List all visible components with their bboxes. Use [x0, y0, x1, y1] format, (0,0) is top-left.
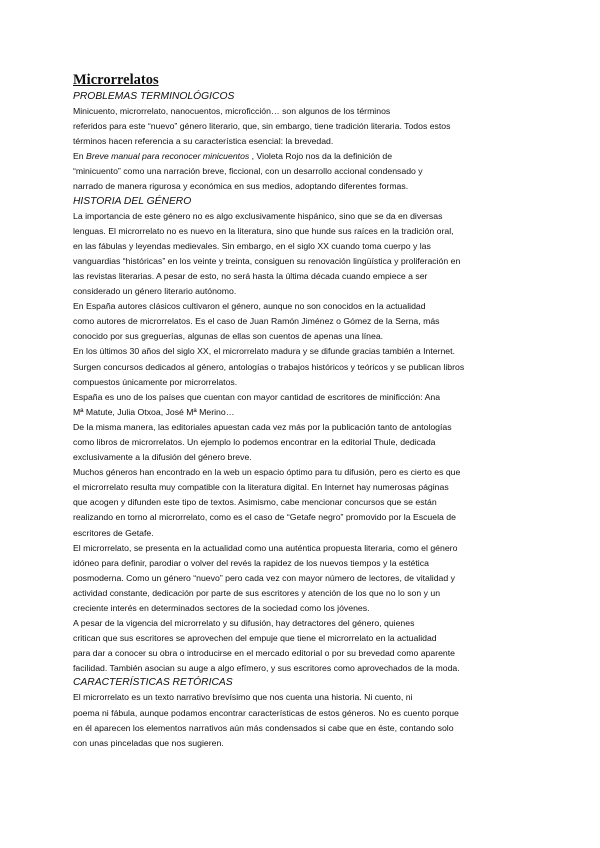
text-line: El microrrelato, se presenta en la actualidad como una auténtica propuesta literaria, como el género	[73, 542, 458, 553]
text-line: referidos para este “nuevo” género literario, que, sin embargo, tiene tradición literaria. Todos estos	[73, 121, 451, 132]
text-line: Minicuento, microrrelato, nanocuentos, microficción… son algunos de los términos	[73, 106, 391, 116]
text-line: las revistas literarias. A pesar de esto, no será hasta la última década cuando empiece a ser	[73, 270, 428, 281]
book-title: Breve manual para reconocer minicuentos	[86, 151, 250, 162]
text-line: lenguas. El microrrelato no es nuevo en la literatura, sino que hunde sus raíces en la tradición oral,	[73, 225, 454, 236]
text-line: como libros de microrrelatos. Un ejemplo lo podemos encontrar en la editorial Thule, dedicada	[73, 436, 436, 447]
text-line: España es uno de los países que cuentan con mayor cantidad de escritores de minificción: Ana	[73, 391, 441, 402]
text-line: poema ni fábula, aunque podamos encontrar características de estos géneros. No es cuento porque	[73, 707, 459, 718]
text-line: el microrrelato resulta muy compatible con la literatura digital. En Internet hay numerosas páginas	[73, 482, 449, 493]
text-line: idóneo para definir, parodiar o volver del revés la rapidez de los nuevos tiempos y la estética	[73, 557, 429, 568]
text-line: critican que sus escritores se aprovechen del empuje que tiene el microrrelato en la actualidad	[73, 633, 437, 644]
text-line: términos hacen referencia a su característica esencial: la brevedad.	[73, 136, 334, 147]
text-line: Surgen concursos dedicados al género, antologías o trabajos históricos y teóricos y se publican libros	[73, 361, 465, 372]
text-line: facilidad. También asocian su auge a algo efímero, y sus escritores como aprovechados de la moda.	[73, 663, 460, 674]
text-line: “minicuento” como una narración breve, ficcional, con un desarrollo accional condensado y	[73, 166, 423, 177]
section-heading: CARACTERÍSTICAS RETÓRICAS	[73, 677, 233, 689]
text-line: conocido por sus greguerías, algunas de ellas son cuentos de apenas una línea.	[73, 331, 384, 342]
text-line: compuestos únicamente por microrrelatos.	[73, 376, 238, 387]
text-line: vanguardias “históricas” en los veinte y treinta, consiguen su renovación lingüística y proliferación en	[73, 255, 461, 266]
text-line: En Breve manual para reconocer minicuentos , Violeta Rojo nos da la definición de	[73, 151, 393, 162]
text-line: exclusivamente a la difusión del género breve.	[73, 452, 252, 463]
text-line: en él aparecen los elementos narrativos aún más condensados si cabe que en éste, contando solo	[73, 722, 454, 733]
text-line: A pesar de la vigencia del microrrelato y su difusión, hay detractores del género, quienes	[73, 618, 415, 629]
text-line: en las fábulas y leyendas medievales. Sin embargo, en el siglo XX cuando toma cuerpo y las	[73, 240, 431, 251]
text-line: En España autores clásicos cultivaron el género, aunque no son conocidos en la actualidad	[73, 301, 426, 312]
document-title: Microrrelatos	[73, 72, 159, 88]
text-line: En los últimos 30 años del siglo XX, el microrrelato madura y se difunde gracias también a Internet.	[73, 346, 455, 357]
text-line: narrado de manera rigurosa y económica en sus medios, adoptando diferentes formas.	[73, 181, 409, 192]
text-line: El microrrelato es un texto narrativo brevísimo que nos cuenta una historia. Ni cuento, ni	[73, 692, 413, 703]
text-line: De la misma manera, las editoriales apuestan cada vez más por la publicación tanto de antologías	[73, 421, 452, 432]
document-page	[73, 70, 533, 751]
text-line: para dar a conocer su obra o introducirse en el mercado editorial o por su brevedad como aparente	[73, 648, 455, 659]
document-body	[73, 90, 533, 751]
text-line: considerado un género literario autónomo.	[73, 286, 237, 297]
text-line: escritores de Getafe.	[73, 527, 154, 538]
section-heading: HISTORIA DEL GÉNERO	[73, 195, 192, 207]
text-line: Muchos géneros han encontrado en la web un espacio óptimo para tu difusión, pero es cierto es que	[73, 467, 461, 478]
text-line: posmoderna. Como un género “nuevo” pero cada vez con mayor número de lectores, de vitalidad y	[73, 572, 455, 583]
text-line: La importancia de este género no es algo exclusivamente hispánico, sino que se da en diversas	[73, 210, 443, 221]
text-line: actividad constante, dedicación por parte de sus escritores y atención de los que no lo son y un	[73, 587, 441, 598]
text-line: creciente interés en determinados sectores de la sociedad como los jóvenes.	[73, 603, 370, 613]
text-line: Mª Matute, Julia Otxoa, José Mª Merino…	[73, 406, 235, 417]
text-line: como autores de microrrelatos. Es el caso de Juan Ramón Jiménez o Gómez de la Serna, más	[73, 316, 440, 327]
text-line: realizando en torno al microrrelato, como es el caso de “Getafe negro” promovido por la Escuela de	[73, 512, 456, 523]
text-line: que acogen y difunden este tipo de textos. Asimismo, cabe mencionar concursos que se están	[73, 497, 437, 508]
text-line: con unas pinceladas que nos sugieren.	[73, 737, 224, 748]
section-heading: PROBLEMAS TERMINOLÓGICOS	[73, 91, 235, 102]
